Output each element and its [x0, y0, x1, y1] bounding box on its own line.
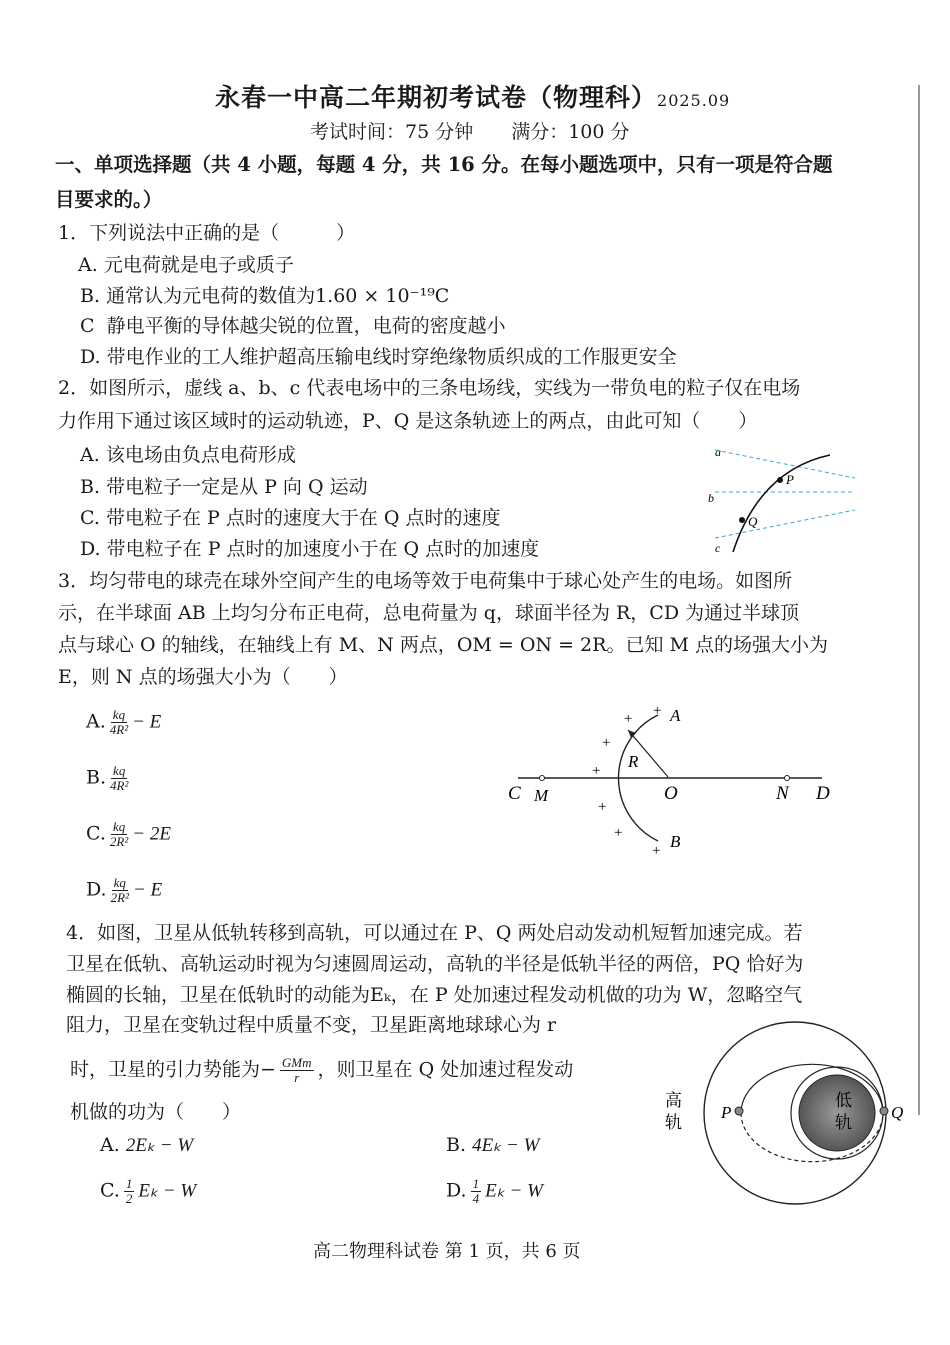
label-d: D	[816, 783, 830, 804]
label-high-orbit: 轨	[665, 1113, 682, 1132]
label-b: B	[670, 832, 681, 851]
q4-option-d: D. $\frac{1}{4}$ Eₖ − W	[446, 1176, 543, 1206]
radius-arrowhead	[628, 730, 636, 738]
label-m: M	[534, 786, 549, 805]
exam-title	[215, 83, 731, 113]
q4-stem-line5: 时，卫星的引力势能为− $\frac{\text{GMm}}{r}$ ，则卫星在 Q 处加速过程发动	[70, 1055, 574, 1085]
q3-stem-line2: 示，在半球面 AB 上均匀分布正电荷，总电荷量为 q，球面半径为 R，CD 为通过半球顶	[58, 602, 800, 624]
title-text: 永春一中高二年期初考试卷（物理科）	[215, 83, 658, 112]
q4-stem-line3: 椭圆的长轴，卫星在低轨时的动能为Eₖ，在 P 处加速过程发动机做的功为 W，忽略空气	[66, 984, 803, 1006]
q3-stem-line1: 3．均匀带电的球壳在球外空间产生的电场等效于电荷集中于球心处产生的电场。如图所	[58, 570, 793, 592]
section-heading: 一、单项选择题（共 4 小题，每题 4 分，共 16 分。在每小题选项中，只有一项是符合题	[55, 153, 833, 176]
q1-stem: 1．下列说法中正确的是（ ）	[58, 222, 356, 244]
q2-stem-line1: 2．如图所示，虚线 a、b、c 代表电场中的三条电场线，实线为一带负电的粒子仅在电场	[58, 377, 801, 399]
plus-sign: +	[598, 799, 607, 815]
field-line-c	[715, 510, 855, 538]
point-q	[880, 1107, 888, 1115]
q3-stem-line4: E，则 N 点的场强大小为（ ）	[58, 666, 348, 688]
exam-subtitle: 考试时间：75 分钟 满分：100 分	[310, 121, 630, 143]
q1-option-c: C 静电平衡的导体越尖锐的位置，电荷的密度越小	[80, 315, 506, 337]
label-low-orbit: 低	[835, 1091, 852, 1110]
plus-sign: +	[624, 711, 633, 727]
plus-sign: +	[592, 763, 601, 779]
plus-sign: +	[653, 703, 662, 719]
q1-option-d: D. 带电作业的工人维护超高压输电线时穿绝缘物质织成的工作服更安全	[80, 346, 677, 368]
q4-stem-line1: 4．如图，卫星从低轨转移到高轨，可以通过在 P、Q 两处启动发动机短暂加速完成。若	[66, 922, 803, 944]
q2-stem-line2: 力作用下通过该区域时的运动轨迹，P、Q 是这条轨迹上的两点，由此可知（ ）	[58, 410, 758, 432]
page-footer: 高二物理科试卷 第 1 页，共 6 页	[313, 1241, 581, 1262]
q4-stem-line2: 卫星在低轨、高轨运动时视为匀速圆周运动，高轨的半径是低轨半径的两倍，PQ 恰好为	[66, 953, 804, 975]
label-p: P	[721, 1103, 732, 1122]
q4-option-b: B. 4Eₖ − W	[446, 1134, 540, 1156]
point-m	[540, 776, 545, 781]
q4-stem-line4: 阻力，卫星在变轨过程中质量不变，卫星距离地球球心为 r	[66, 1014, 557, 1036]
plus-sign: +	[614, 825, 623, 841]
label-r: R	[628, 752, 639, 771]
point-q	[739, 517, 745, 523]
q3-option-d: D. $\frac{kq}{\text{2R²}}$ − E	[86, 875, 163, 905]
trajectory	[733, 455, 830, 552]
label-p: P	[786, 472, 794, 487]
exam-date: 2025.09	[657, 91, 731, 110]
q3-stem-line3: 点与球心 O 的轴线，在轴线上有 M、N 两点，OM = ON = 2R。已知 M 点的场强大小为	[58, 634, 828, 656]
label-high-orbit: 高	[665, 1091, 682, 1110]
q3-hemisphere-diagram	[500, 695, 845, 865]
point-n	[785, 776, 790, 781]
plus-sign: +	[652, 843, 661, 859]
scan-edge	[918, 85, 920, 1115]
label-a: A	[670, 706, 681, 725]
label-a: a	[715, 445, 721, 459]
label-b: b	[708, 491, 714, 505]
q2-option-d: D. 带电粒子在 P 点时的加速度小于在 Q 点时的加速度	[80, 538, 540, 560]
label-n: N	[776, 783, 789, 804]
q2-option-b: B. 带电粒子一定是从 P 向 Q 运动	[80, 476, 368, 498]
q1-option-a: A. 元电荷就是电子或质子	[78, 254, 294, 276]
label-q: Q	[748, 514, 758, 529]
q1-option-b: B. 通常认为元电荷的数值为1.60 × 10⁻¹⁹C	[80, 285, 450, 307]
label-c: C	[508, 783, 521, 804]
label-c: c	[715, 541, 721, 555]
label-o: O	[664, 783, 678, 804]
point-p	[735, 1107, 743, 1115]
label-low-orbit: 轨	[835, 1113, 852, 1132]
q2-field-diagram	[700, 440, 860, 555]
point-p	[777, 477, 783, 483]
q4-option-a: A. 2Eₖ − W	[100, 1134, 194, 1156]
label-q: Q	[891, 1103, 904, 1122]
q4-option-c: C. $\frac{1}{2}$ Eₖ − W	[100, 1176, 197, 1206]
q4-orbit-diagram	[655, 1018, 915, 1218]
q4-stem-line6: 机做的功为（ ）	[70, 1101, 242, 1123]
plus-sign: +	[602, 735, 611, 751]
section-heading-cont: 目要求的。）	[55, 188, 163, 211]
q2-option-c: C. 带电粒子在 P 点时的速度大于在 Q 点时的速度	[80, 507, 501, 529]
q3-option-c: C. $\frac{kq}{\text{2R²}}$ − 2E	[86, 819, 171, 849]
q3-option-a: A. $\frac{kq}{\text{4R²}}$ − E	[86, 707, 162, 737]
q3-option-b: B. $\frac{kq}{\text{4R²}}$	[86, 763, 129, 793]
q2-option-a: A. 该电场由负点电荷形成	[80, 444, 296, 466]
